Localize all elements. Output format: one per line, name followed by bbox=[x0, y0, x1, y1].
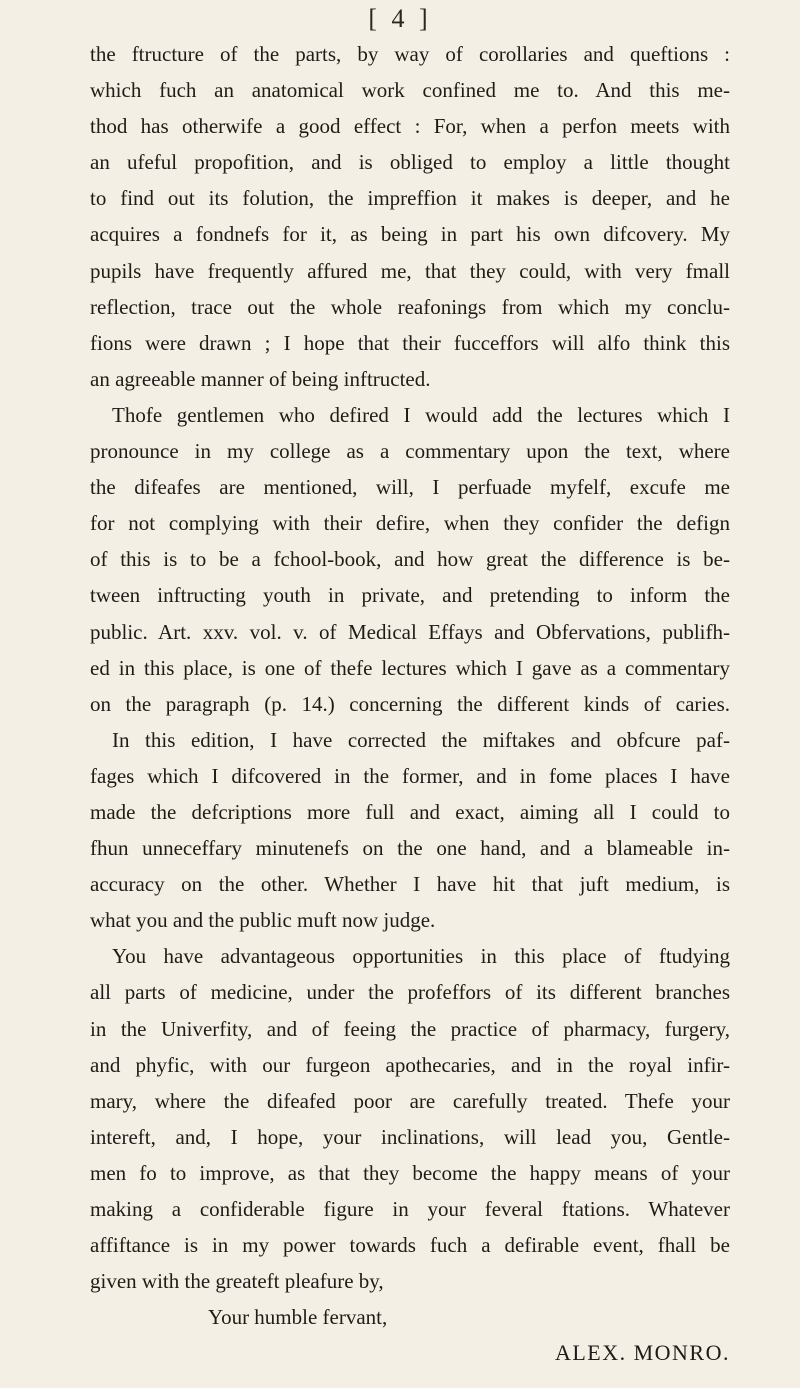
signature: ALEX. MONRO. bbox=[554, 1340, 730, 1366]
text-line: pronounce in my college as a commentary upon the text, where bbox=[90, 439, 730, 464]
text-line: tween inftructing youth in private, and pretending to inform the bbox=[90, 583, 730, 608]
text-line: the difeafes are mentioned, will, I perfuade myfelf, excufe me bbox=[90, 475, 730, 500]
text-line: fions were drawn ; I hope that their fucceffors will alfo think this bbox=[90, 330, 730, 355]
text-line: men fo to improve, as that they become the happy means of your bbox=[90, 1160, 730, 1185]
text-line: accuracy on the other. Whether I have hit that juft medium, is bbox=[90, 872, 730, 897]
text-line: In this edition, I have corrected the miftakes and obfcure paf- bbox=[112, 727, 730, 752]
text-line: Thofe gentlemen who defired I would add the lectures which I bbox=[112, 402, 730, 427]
text-line: intereft, and, I hope, your inclinations, will lead you, Gentle- bbox=[90, 1124, 730, 1149]
text-line: on the paragraph (p. 14.) concerning the different kinds of caries. bbox=[90, 691, 730, 716]
text-line: to find out its folution, the impreffion it makes is deeper, and he bbox=[90, 186, 730, 211]
text-line: acquires a fondnefs for it, as being in part his own difcovery. My bbox=[90, 222, 730, 247]
text-line: made the defcriptions more full and exact, aiming all I could to bbox=[90, 799, 730, 824]
text-line: an agreeable manner of being inftructed. bbox=[90, 366, 431, 391]
text-line: given with the greateft pleafure by, bbox=[90, 1269, 384, 1294]
text-line: public. Art. xxv. vol. v. of Medical Effays and Obfervations, publifh- bbox=[90, 619, 730, 644]
body-text bbox=[90, 36, 730, 1371]
text-line: You have advantageous opportunities in this place of ftudying bbox=[112, 944, 730, 969]
text-line: fhun unneceffary minutenefs on the one hand, and a blameable in- bbox=[90, 836, 730, 861]
text-line: the ftructure of the parts, by way of corollaries and queftions : bbox=[90, 42, 730, 66]
text-line: mary, where the difeafed poor are carefully treated. Thefe your bbox=[90, 1088, 730, 1113]
text-line: pupils have frequently affured me, that they could, with very fmall bbox=[90, 258, 730, 283]
closing-line: Your humble fervant, bbox=[208, 1305, 388, 1330]
text-line: of this is to be a fchool-book, and how great the difference is be- bbox=[90, 547, 730, 572]
text-line: all parts of medicine, under the profeffors of its different branches bbox=[90, 980, 730, 1005]
text-line: affiftance is in my power towards fuch a defirable event, fhall be bbox=[90, 1233, 730, 1258]
page-number: [ 4 ] bbox=[368, 4, 432, 33]
text-line: reflection, trace out the whole reafonings from which my conclu- bbox=[90, 294, 730, 319]
text-line: in the Univerfity, and of feeing the practice of pharmacy, furgery, bbox=[90, 1016, 730, 1041]
text-line: which fuch an anatomical work confined me to. And this me- bbox=[90, 78, 730, 103]
text-line: an ufeful propofition, and is obliged to employ a little thought bbox=[90, 150, 730, 175]
text-line: making a confiderable figure in your feveral ftations. Whatever bbox=[90, 1197, 730, 1221]
text-line: for not complying with their defire, when they confider the defign bbox=[90, 511, 730, 536]
text-line: ed in this place, is one of thefe lectures which I gave as a commentary bbox=[90, 655, 730, 680]
text-line: thod has otherwife a good effect : For, when a perfon meets with bbox=[90, 114, 730, 139]
text-line: what you and the public muft now judge. bbox=[90, 908, 436, 933]
text-line: and phyfic, with our furgeon apothecaries, and in the royal infir- bbox=[90, 1052, 730, 1077]
text-line: fages which I difcovered in the former, and in fome places I have bbox=[90, 763, 730, 788]
